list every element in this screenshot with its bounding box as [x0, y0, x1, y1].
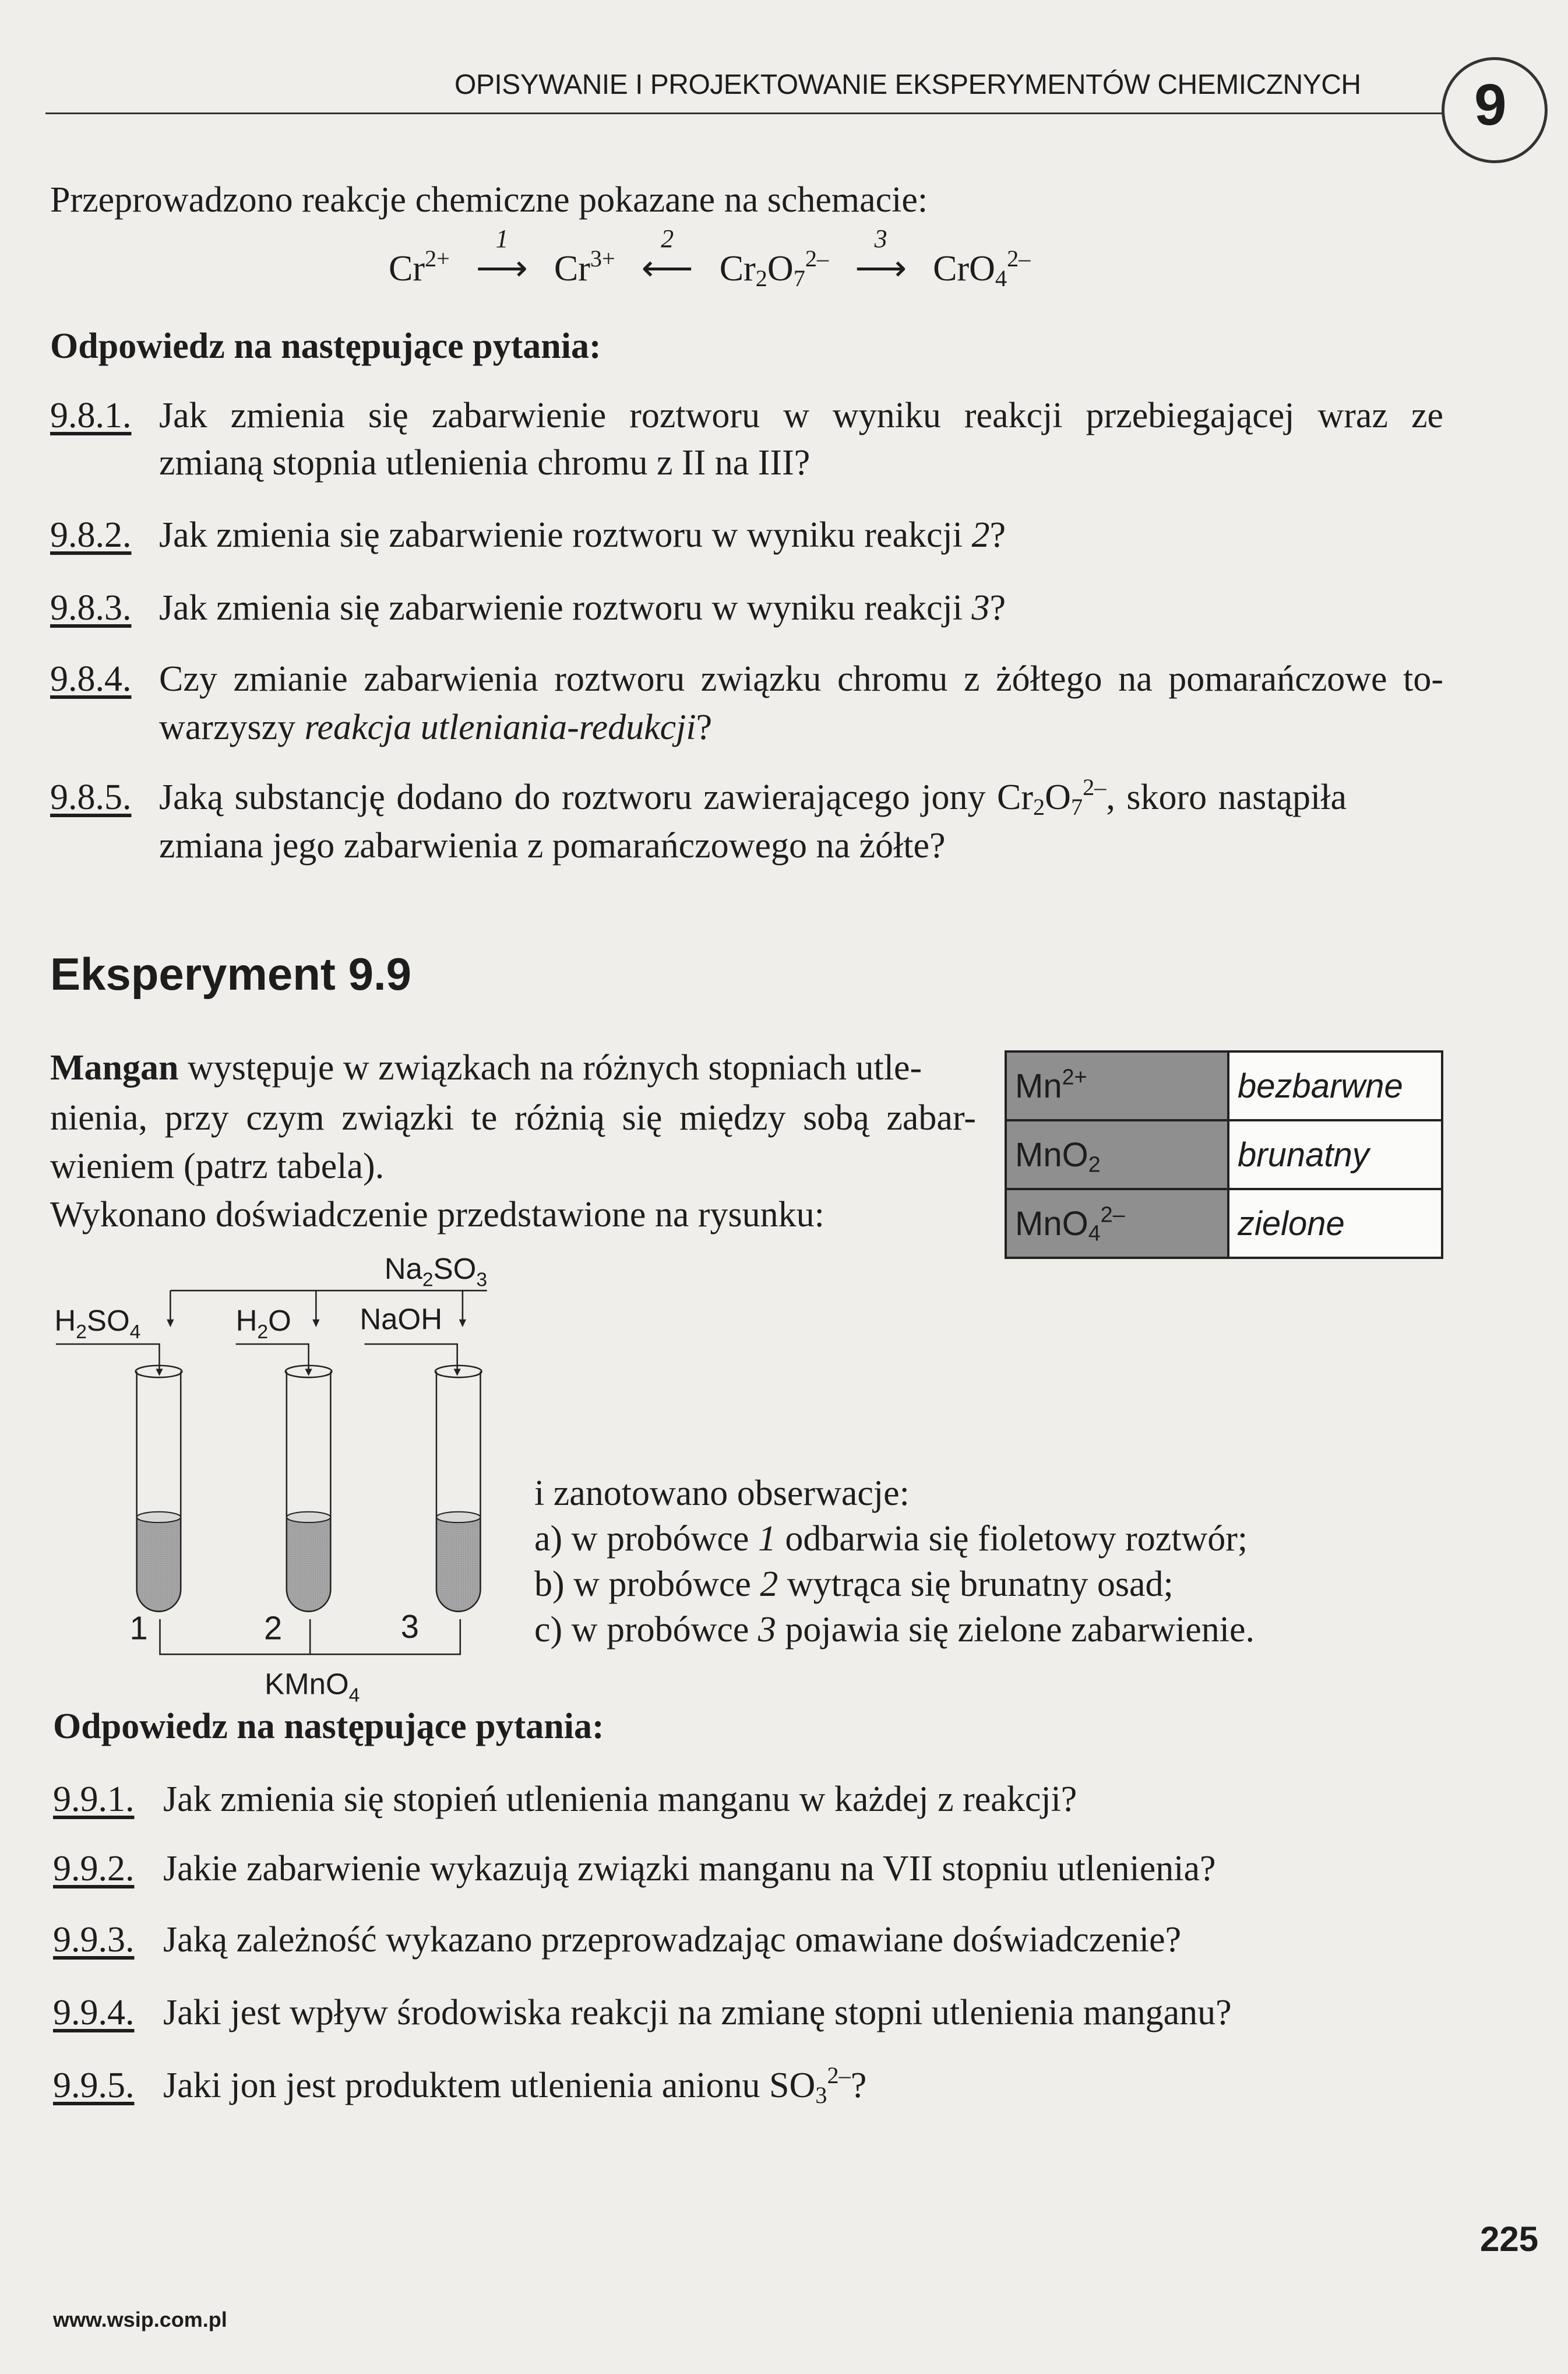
- arrow-left-2: 2 ⟵: [632, 251, 702, 287]
- formula-cell: [1006, 1120, 1228, 1189]
- text: 2: [971, 515, 990, 555]
- na2so3-label: $Na_2SO_3$: [384, 1251, 488, 1291]
- observation-item: [534, 1521, 1248, 1557]
- question-number: 9.8.4.: [50, 659, 132, 699]
- sub: 7: [793, 265, 805, 292]
- questions-heading: Odpowiedz na następujące pytania:: [53, 1707, 604, 1746]
- questions-heading: Odpowiedz na następujące pytania:: [50, 326, 601, 366]
- formula-cell: [1006, 1189, 1228, 1258]
- tube-number: 1: [129, 1609, 148, 1647]
- question-number: 9.9.3.: [53, 1920, 135, 1960]
- species-dichromate: Cr: [719, 249, 756, 289]
- question-text: [159, 517, 1006, 553]
- experiment-text: wieniem (patrz tabela).: [50, 1146, 385, 1186]
- text: O: [1045, 778, 1071, 817]
- h2o-line: [236, 1344, 309, 1374]
- text: ?: [989, 515, 1006, 555]
- question-text: Jak zmienia się zabarwienie roztworu w wyniku reakcji przebiegającej wraz ze: [159, 396, 1443, 435]
- formula-cell: [1006, 1051, 1228, 1120]
- text: Jaką substancję dodano do roztworu zawierającego jony Cr: [159, 778, 1033, 817]
- text: warzyszy: [159, 708, 305, 747]
- species-chromate: CrO: [933, 249, 995, 289]
- sub: 2: [1088, 1151, 1101, 1176]
- kmno4-label: KMnO$_4$: [265, 1667, 360, 1707]
- h2o-label: $H_2O$: [235, 1304, 291, 1343]
- question-text: Jakie zabarwienie wykazują związki manganu na VII stopniu utlenienia?: [163, 1849, 1216, 1888]
- sub: 7: [1070, 794, 1083, 821]
- text: a) w probówce: [534, 1519, 758, 1559]
- text: 2: [760, 1564, 778, 1604]
- text: ?: [850, 2066, 867, 2105]
- intro-text: Przeprowadzono reakcje chemiczne pokazane na schemacie:: [50, 180, 928, 220]
- observation-item: [534, 1566, 1174, 1602]
- text: ?: [696, 708, 713, 747]
- question-text: zmiana jego zabarwienia z pomarańczowego na żółte?: [159, 826, 946, 866]
- arrow-right-3: 3 ⟶: [846, 251, 916, 287]
- chapter-number: 9: [1474, 72, 1507, 138]
- text: MnO: [1015, 1135, 1088, 1174]
- observation-item: [534, 1612, 1255, 1648]
- header-rule: [45, 112, 1444, 114]
- observations-intro: i zanotowano obserwacje:: [534, 1473, 910, 1513]
- experiment-text: [50, 1050, 976, 1086]
- sub: 2: [1033, 794, 1045, 821]
- sub: 4: [1088, 1220, 1101, 1245]
- species-cr3: Cr: [554, 249, 590, 289]
- h2so4-label: $H_2SO_4$: [54, 1304, 141, 1343]
- text: pojawia się zielone zabarwienie.: [776, 1610, 1255, 1650]
- sub: 2: [755, 265, 767, 292]
- sub: 3: [815, 2082, 827, 2109]
- table-row: [1006, 1189, 1442, 1258]
- question-number: 9.9.1.: [53, 1779, 135, 1819]
- question-text: [159, 709, 712, 745]
- text: Mangan: [50, 1048, 179, 1088]
- text: reakcja utleniania-redukcji: [304, 708, 696, 747]
- publisher-url: www.wsip.com.pl: [53, 2308, 227, 2331]
- question-text: Jaki jest wpływ środowiska reakcji na zmianę stopni utlenienia manganu?: [163, 1993, 1232, 2032]
- text: Jak zmienia się zabarwienie roztworu w wyniku reakcji: [159, 515, 972, 555]
- charge: 2–: [1083, 773, 1107, 800]
- manganese-color-table: [1005, 1050, 1443, 1259]
- charge: 3+: [590, 245, 615, 272]
- question-number: 9.9.4.: [53, 1993, 135, 2032]
- running-header: OPISYWANIE I PROJEKTOWANIE EKSPERYMENTÓW CHEMICZNYCH: [454, 69, 1361, 100]
- question-text: zmianą stopnia utlenienia chromu z II na III?: [159, 443, 811, 483]
- charge: 2–: [1100, 1201, 1125, 1226]
- text: 1: [757, 1519, 776, 1559]
- h2so4-line: [56, 1344, 160, 1374]
- table-row: [1006, 1120, 1442, 1189]
- reaction-scheme: [389, 224, 1031, 292]
- experiment-text: nienia, przy czym związki te różnią się między sobą zabar-: [50, 1098, 976, 1138]
- question-text: [163, 2062, 867, 2109]
- test-tube-1: [136, 1366, 182, 1612]
- sub: 4: [995, 265, 1007, 292]
- charge: 2+: [1062, 1064, 1087, 1089]
- charge: 2–: [827, 2062, 851, 2088]
- text: Jak zmienia się zabarwienie roztworu w wyniku reakcji: [159, 588, 972, 628]
- species-part: O: [767, 249, 794, 289]
- color-cell: brunatny: [1228, 1120, 1442, 1189]
- reaction-number: 1: [495, 224, 509, 253]
- question-number: 9.9.2.: [53, 1849, 135, 1888]
- naoh-line: [365, 1344, 457, 1374]
- text: 3: [757, 1610, 776, 1650]
- question-text: [159, 590, 1006, 626]
- question-number: 9.9.5.: [53, 2066, 135, 2105]
- question-text: Czy zmianie zabarwienia roztworu związku chromu z żółtego na pomarańczowe to-: [159, 659, 1443, 699]
- question-number: 9.8.2.: [50, 515, 132, 555]
- species-cr2: Cr: [389, 249, 425, 289]
- text: ?: [989, 588, 1006, 628]
- question-number: 9.8.3.: [50, 588, 132, 628]
- text: 3: [971, 588, 990, 628]
- tube-number: 3: [400, 1608, 419, 1645]
- experiment-title: Eksperyment 9.9: [50, 948, 412, 1000]
- question-text: Jak zmienia się stopień utlenienia manganu w każdej z reakcji?: [163, 1779, 1077, 1819]
- question-text: [159, 773, 1347, 821]
- text: b) w probówce: [534, 1564, 760, 1604]
- test-tube-3: [435, 1366, 482, 1612]
- text: c) w probówce: [534, 1610, 758, 1650]
- charge: 2–: [1007, 245, 1031, 272]
- arrow-right-1: 1 ⟶: [467, 251, 537, 287]
- question-text: Jaką zależność wykazano przeprowadzając omawiane doświadczenie?: [163, 1920, 1182, 1960]
- naoh-label: NaOH: [360, 1302, 443, 1336]
- table-row: [1006, 1051, 1442, 1120]
- charge: 2–: [805, 245, 829, 272]
- charge: 2+: [425, 245, 450, 272]
- test-tube-diagram: [29, 1241, 495, 1708]
- question-number: 9.8.1.: [50, 396, 132, 435]
- text: MnO: [1015, 1204, 1088, 1243]
- reaction-number: 3: [874, 224, 887, 253]
- text: Jaki jon jest produktem utlenienia anionu SO: [163, 2066, 816, 2105]
- color-cell: zielone: [1228, 1189, 1442, 1258]
- experiment-text: Wykonano doświadczenie przedstawione na rysunku:: [50, 1195, 824, 1235]
- tube-number: 2: [264, 1609, 283, 1647]
- reaction-number: 2: [661, 224, 674, 253]
- page-number: 225: [1480, 2220, 1539, 2259]
- text: wytrąca się brunatny osad;: [778, 1564, 1174, 1604]
- question-number: 9.8.5.: [50, 778, 132, 817]
- text: Mn: [1015, 1067, 1062, 1105]
- text: odbarwia się fioletowy roztwór;: [776, 1519, 1248, 1559]
- color-cell: bezbarwne: [1228, 1051, 1442, 1120]
- text: , skoro nastąpiła: [1106, 778, 1347, 817]
- text: występuje w związkach na różnych stopniach utle-: [178, 1048, 922, 1088]
- test-tube-2: [286, 1366, 332, 1612]
